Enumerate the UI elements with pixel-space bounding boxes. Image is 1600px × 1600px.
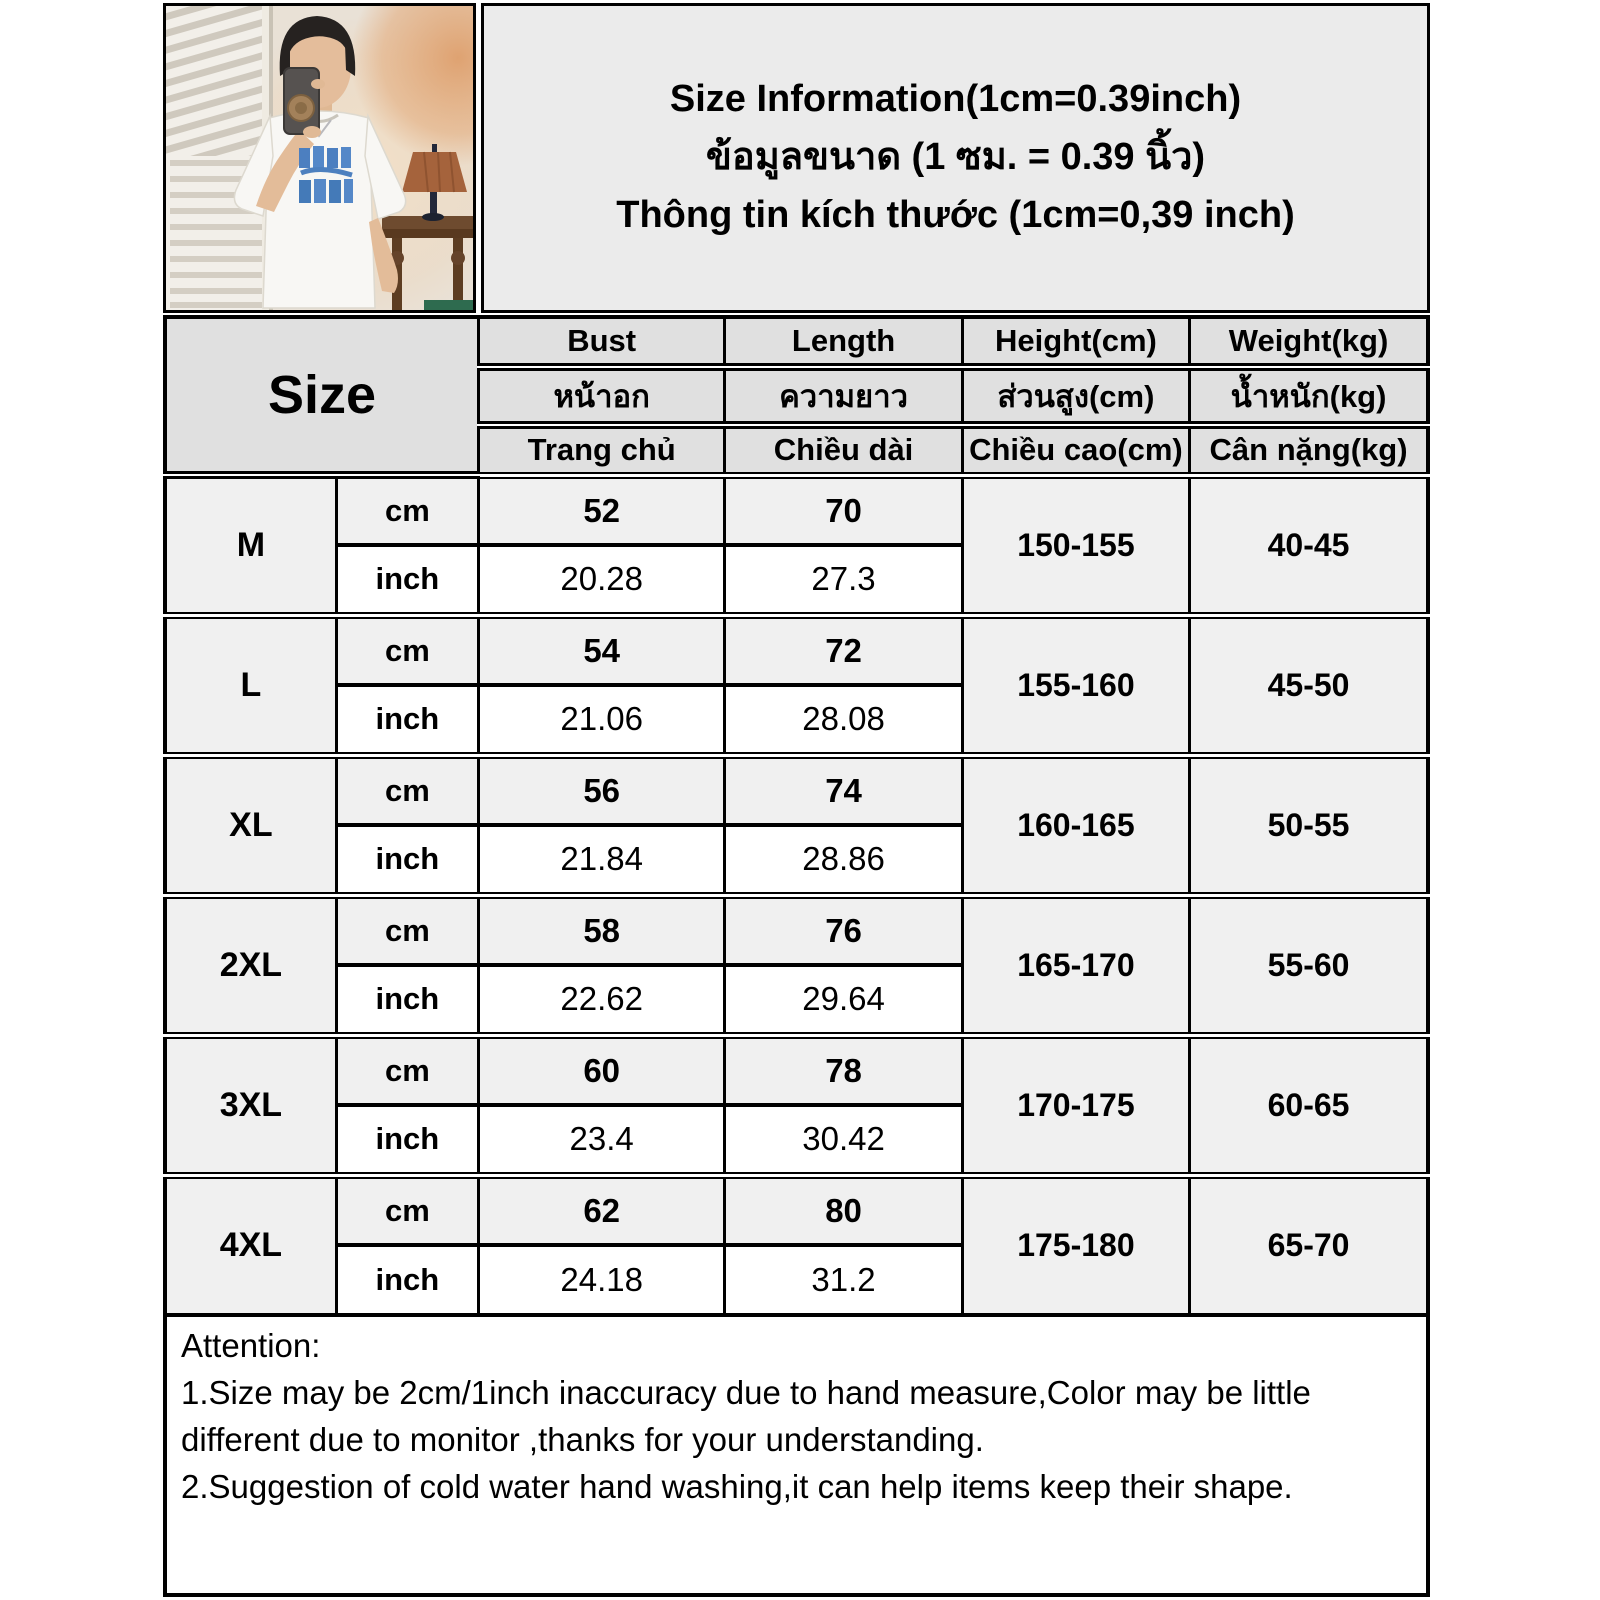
col-weight-th: น้ำหนัก(kg) xyxy=(1190,367,1428,425)
row-3XL-length-cm: 78 xyxy=(725,1035,962,1105)
row-L-unit-cm: cm xyxy=(336,615,478,685)
row-XL-unit-inch: inch xyxy=(336,825,478,895)
row-4XL-height: 175-180 xyxy=(962,1175,1189,1315)
row-2XL-bust-inch: 22.62 xyxy=(478,965,724,1035)
row-L-height: 155-160 xyxy=(962,615,1189,755)
row-4XL-bust-cm: 62 xyxy=(478,1175,724,1245)
row-2XL-weight: 55-60 xyxy=(1190,895,1428,1035)
row-2XL-length-inch: 29.64 xyxy=(725,965,962,1035)
product-photo-illustration xyxy=(166,6,473,310)
col-bust-th: หน้าอก xyxy=(478,367,724,425)
row-XL-unit-cm: cm xyxy=(336,755,478,825)
row-L-weight: 45-50 xyxy=(1190,615,1428,755)
product-photo xyxy=(163,3,476,313)
col-bust-vi: Trang chủ xyxy=(478,425,724,475)
header-row-english xyxy=(165,317,1428,367)
row-4XL-cm xyxy=(165,1175,1428,1245)
row-L-bust-cm: 54 xyxy=(478,615,724,685)
row-2XL-bust-cm: 58 xyxy=(478,895,724,965)
row-L-cm xyxy=(165,615,1428,685)
row-3XL-cm xyxy=(165,1035,1428,1105)
col-weight-en: Weight(kg) xyxy=(1190,317,1428,367)
row-M-height: 150-155 xyxy=(962,475,1189,615)
row-M-bust-inch: 20.28 xyxy=(478,545,724,615)
col-height-th: ส่วนสูง(cm) xyxy=(962,367,1189,425)
row-L-bust-inch: 21.06 xyxy=(478,685,724,755)
row-L-length-inch: 28.08 xyxy=(725,685,962,755)
row-M-length-inch: 27.3 xyxy=(725,545,962,615)
row-2XL-cm xyxy=(165,895,1428,965)
row-M-weight: 40-45 xyxy=(1190,475,1428,615)
attention-note-1: 1.Size may be 2cm/1inch inaccuracy due to hand measure,Color may be little different due to monitor ,thanks for your understanding. xyxy=(181,1373,1311,1458)
row-3XL-weight: 60-65 xyxy=(1190,1035,1428,1175)
row-XL-cm xyxy=(165,755,1428,825)
row-2XL-length-cm: 76 xyxy=(725,895,962,965)
row-XL-length-cm: 74 xyxy=(725,755,962,825)
row-M-size-label: M xyxy=(165,475,336,615)
attention-box xyxy=(163,1313,1430,1597)
row-3XL-length-inch: 30.42 xyxy=(725,1105,962,1175)
content-block xyxy=(163,3,1430,1597)
col-weight-vi: Cân nặng(kg) xyxy=(1190,425,1428,475)
size-info-title-panel xyxy=(481,3,1430,313)
photo-person-phone xyxy=(284,68,325,138)
row-M-bust-cm: 52 xyxy=(478,475,724,545)
size-header-cell: Size xyxy=(165,317,478,475)
row-XL-height: 160-165 xyxy=(962,755,1189,895)
row-4XL-weight: 65-70 xyxy=(1190,1175,1428,1315)
row-L-length-cm: 72 xyxy=(725,615,962,685)
col-length-th: ความยาว xyxy=(725,367,962,425)
row-M-unit-inch: inch xyxy=(336,545,478,615)
row-3XL-height: 170-175 xyxy=(962,1035,1189,1175)
row-4XL-length-cm: 80 xyxy=(725,1175,962,1245)
row-XL-weight: 50-55 xyxy=(1190,755,1428,895)
col-length-en: Length xyxy=(725,317,962,367)
row-4XL-size-label: 4XL xyxy=(165,1175,336,1315)
row-4XL-unit-cm: cm xyxy=(336,1175,478,1245)
row-XL-bust-cm: 56 xyxy=(478,755,724,825)
col-bust-en: Bust xyxy=(478,317,724,367)
header-row xyxy=(163,3,1430,313)
col-height-en: Height(cm) xyxy=(962,317,1189,367)
row-3XL-unit-cm: cm xyxy=(336,1035,478,1105)
col-length-vi: Chiều dài xyxy=(725,425,962,475)
row-4XL-unit-inch: inch xyxy=(336,1245,478,1315)
row-M-unit-cm: cm xyxy=(336,475,478,545)
row-XL-size-label: XL xyxy=(165,755,336,895)
row-4XL-length-inch: 31.2 xyxy=(725,1245,962,1315)
row-XL-length-inch: 28.86 xyxy=(725,825,962,895)
title-vietnamese: Thông tin kích thước (1cm=0,39 inch) xyxy=(616,193,1295,236)
row-3XL-bust-inch: 23.4 xyxy=(478,1105,724,1175)
row-2XL-size-label: 2XL xyxy=(165,895,336,1035)
attention-note-2: 2.Suggestion of cold water hand washing,it can help items keep their shape. xyxy=(181,1467,1293,1505)
row-2XL-height: 165-170 xyxy=(962,895,1189,1035)
row-3XL-unit-inch: inch xyxy=(336,1105,478,1175)
row-M-length-cm: 70 xyxy=(725,475,962,545)
row-3XL-bust-cm: 60 xyxy=(478,1035,724,1105)
size-table xyxy=(163,315,1430,1317)
row-2XL-unit-inch: inch xyxy=(336,965,478,1035)
row-4XL-bust-inch: 24.18 xyxy=(478,1245,724,1315)
row-L-unit-inch: inch xyxy=(336,685,478,755)
row-L-size-label: L xyxy=(165,615,336,755)
row-M-cm xyxy=(165,475,1428,545)
row-XL-bust-inch: 21.84 xyxy=(478,825,724,895)
row-3XL-size-label: 3XL xyxy=(165,1035,336,1175)
col-height-vi: Chiều cao(cm) xyxy=(962,425,1189,475)
title-english: Size Information(1cm=0.39inch) xyxy=(669,78,1242,121)
attention-heading: Attention: xyxy=(181,1327,321,1364)
title-thai: ข้อมูลขนาด (1 ซม. = 0.39 นิ้ว) xyxy=(705,136,1206,179)
row-2XL-unit-cm: cm xyxy=(336,895,478,965)
